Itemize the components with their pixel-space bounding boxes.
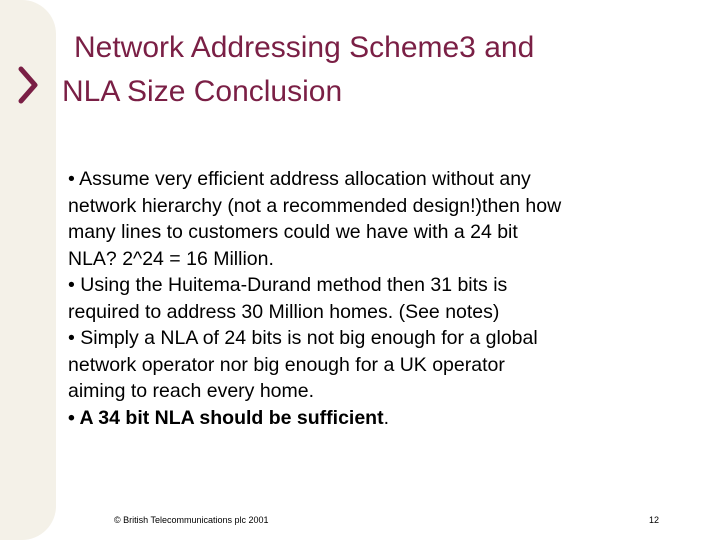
body-line-8: network operator nor big enough for a UK operator xyxy=(68,353,505,376)
slide-body xyxy=(68,166,688,431)
conclusion-line xyxy=(68,405,688,432)
body-line-1: • Assume very efficient address allocation without any xyxy=(68,168,531,190)
body-line-6: required to address 30 Million homes. (See notes) xyxy=(68,300,500,323)
body-line-5: • Using the Huitema-Durand method then 31 bits is xyxy=(68,274,508,296)
body-line-3: many lines to customers could we have with a 24 bit xyxy=(68,221,518,243)
conclusion-bold-text: • A 34 bit NLA should be sufficient xyxy=(68,406,384,429)
body-line-7: • Simply a NLA of 24 bits is not big enough for a global xyxy=(68,327,538,349)
slide-title xyxy=(62,26,662,114)
title-line-2: NLA Size Conclusion xyxy=(62,75,343,108)
conclusion-period: . xyxy=(383,406,390,429)
body-line-9: aiming to reach every home. xyxy=(68,380,315,402)
page-number: 12 xyxy=(649,515,660,525)
body-line-4: NLA? 2^24 = 16 Million. xyxy=(68,247,274,270)
footer-copyright: © British Telecommunications plc 2001 xyxy=(114,515,269,525)
title-line-1: Network Addressing Scheme3 and xyxy=(74,31,535,64)
body-line-2: network hierarchy (not a recommended design!)then how xyxy=(68,194,562,217)
chevron-right-icon xyxy=(14,64,42,106)
